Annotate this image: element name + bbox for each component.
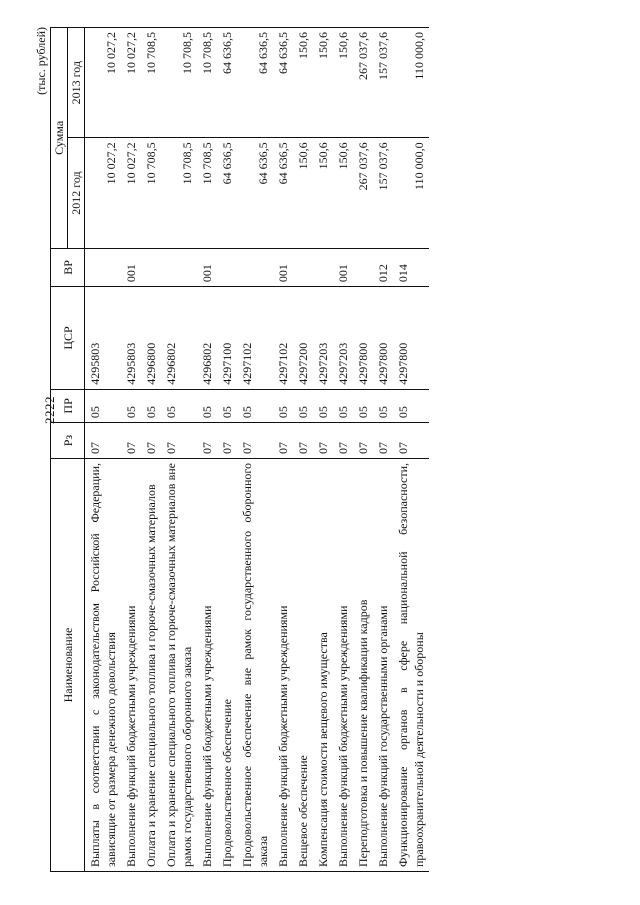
row-sum-2013: 10 027,2 bbox=[85, 28, 122, 138]
header-year-2012: 2012 год bbox=[68, 138, 85, 248]
row-name: Продовольственное обеспечение bbox=[217, 459, 237, 872]
row-vr bbox=[161, 248, 197, 286]
row-csr: 4296802 bbox=[161, 287, 197, 390]
row-rz: 07 bbox=[141, 423, 161, 459]
row-sum-2012: 10 708,5 bbox=[141, 138, 161, 248]
row-name: Выплаты в соответствии с законодательством Российской Федерации, зависящие от размера денежного довольствия bbox=[85, 459, 122, 872]
row-sum-2012: 10 708,5 bbox=[197, 138, 217, 248]
row-sum-2012: 267 037,6 bbox=[353, 138, 373, 248]
row-vr: 001 bbox=[197, 248, 217, 286]
table-row bbox=[293, 28, 313, 872]
budget-table bbox=[50, 27, 429, 872]
row-name: Выполнение функций бюджетными учреждениями bbox=[121, 459, 141, 872]
row-vr bbox=[353, 248, 373, 286]
row-name: Оплата и хранение специального топлива и горюче-смазочных материалов вне рамок государственного оборонного заказа bbox=[161, 459, 197, 872]
row-sum-2012: 64 636,5 bbox=[217, 138, 237, 248]
table-row bbox=[353, 28, 373, 872]
row-sum-2013: 150,6 bbox=[293, 28, 313, 138]
table-row bbox=[197, 28, 217, 872]
table-row bbox=[313, 28, 333, 872]
row-sum-2013: 10 708,5 bbox=[197, 28, 217, 138]
row-sum-2012: 10 027,2 bbox=[85, 138, 122, 248]
table-row bbox=[393, 28, 429, 872]
row-pr: 05 bbox=[141, 389, 161, 422]
table-row bbox=[373, 28, 393, 872]
row-sum-2012: 150,6 bbox=[333, 138, 353, 248]
row-rz: 07 bbox=[393, 423, 429, 459]
row-rz: 07 bbox=[273, 423, 293, 459]
row-name: Выполнение функций бюджетными учреждениями bbox=[197, 459, 217, 872]
row-sum-2013: 64 636,5 bbox=[273, 28, 293, 138]
row-rz: 07 bbox=[373, 423, 393, 459]
table-row bbox=[237, 28, 273, 872]
table-body bbox=[85, 28, 430, 872]
row-csr: 4297102 bbox=[237, 287, 273, 390]
row-vr bbox=[313, 248, 333, 286]
row-name: Продовольственное обеспечение вне рамок государственного оборонного заказа bbox=[237, 459, 273, 872]
page-number: 2222 bbox=[42, 396, 57, 424]
row-csr: 4296802 bbox=[197, 287, 217, 390]
header-pr: ПР bbox=[51, 389, 85, 422]
row-sum-2012: 64 636,5 bbox=[273, 138, 293, 248]
row-sum-2012: 157 037,6 bbox=[373, 138, 393, 248]
row-vr bbox=[85, 248, 122, 286]
header-year-2013: 2013 год bbox=[68, 28, 85, 138]
row-sum-2013: 10 708,5 bbox=[141, 28, 161, 138]
row-pr: 05 bbox=[333, 389, 353, 422]
row-pr: 05 bbox=[197, 389, 217, 422]
rotated-content bbox=[34, 27, 572, 872]
row-vr: 001 bbox=[121, 248, 141, 286]
table-header bbox=[51, 28, 85, 872]
row-vr bbox=[237, 248, 273, 286]
row-sum-2013: 150,6 bbox=[313, 28, 333, 138]
row-sum-2012: 64 636,5 bbox=[237, 138, 273, 248]
row-name: Выполнение функций государственными органами bbox=[373, 459, 393, 872]
header-name: Наименование bbox=[51, 459, 85, 872]
row-pr: 05 bbox=[161, 389, 197, 422]
row-sum-2012: 110 000,0 bbox=[393, 138, 429, 248]
header-vr: ВР bbox=[51, 248, 85, 286]
row-csr: 4296800 bbox=[141, 287, 161, 390]
table-row bbox=[85, 28, 122, 872]
row-vr bbox=[217, 248, 237, 286]
row-sum-2013: 64 636,5 bbox=[217, 28, 237, 138]
header-csr: ЦСР bbox=[51, 287, 85, 390]
row-vr: 001 bbox=[273, 248, 293, 286]
row-csr: 4297200 bbox=[293, 287, 313, 390]
row-rz: 07 bbox=[293, 423, 313, 459]
row-pr: 05 bbox=[85, 389, 122, 422]
row-vr: 012 bbox=[373, 248, 393, 286]
row-csr: 4295803 bbox=[121, 287, 141, 390]
row-rz: 07 bbox=[353, 423, 373, 459]
row-csr: 4297100 bbox=[217, 287, 237, 390]
row-rz: 07 bbox=[197, 423, 217, 459]
row-rz: 07 bbox=[237, 423, 273, 459]
table-row bbox=[141, 28, 161, 872]
row-pr: 05 bbox=[121, 389, 141, 422]
row-pr: 05 bbox=[353, 389, 373, 422]
row-sum-2013: 10 708,5 bbox=[161, 28, 197, 138]
row-name: Компенсация стоимости вещевого имущества bbox=[313, 459, 333, 872]
header-sum: Сумма bbox=[51, 28, 68, 249]
row-csr: 4297203 bbox=[333, 287, 353, 390]
row-vr bbox=[293, 248, 313, 286]
row-pr: 05 bbox=[393, 389, 429, 422]
row-sum-2013: 64 636,5 bbox=[237, 28, 273, 138]
units-note: (тыс. рублей) bbox=[34, 27, 48, 95]
row-pr: 05 bbox=[237, 389, 273, 422]
row-name: Оплата и хранение специального топлива и горюче-смазочных материалов bbox=[141, 459, 161, 872]
row-pr: 05 bbox=[217, 389, 237, 422]
row-name: Переподготовка и повышение квалификации кадров bbox=[353, 459, 373, 872]
row-csr: 4297102 bbox=[273, 287, 293, 390]
row-pr: 05 bbox=[313, 389, 333, 422]
row-vr: 014 bbox=[393, 248, 429, 286]
row-rz: 07 bbox=[333, 423, 353, 459]
row-csr: 4297800 bbox=[353, 287, 373, 390]
row-sum-2013: 10 027,2 bbox=[121, 28, 141, 138]
row-csr: 4297800 bbox=[393, 287, 429, 390]
row-csr: 4295803 bbox=[85, 287, 122, 390]
row-sum-2013: 267 037,6 bbox=[353, 28, 373, 138]
row-sum-2012: 10 708,5 bbox=[161, 138, 197, 248]
row-sum-2012: 10 027,2 bbox=[121, 138, 141, 248]
table-row bbox=[121, 28, 141, 872]
row-sum-2012: 150,6 bbox=[293, 138, 313, 248]
row-rz: 07 bbox=[217, 423, 237, 459]
table-row bbox=[333, 28, 353, 872]
row-csr: 4297800 bbox=[373, 287, 393, 390]
table-row bbox=[273, 28, 293, 872]
row-name: Функционирование органов в сфере национальной безопасности, правоохранительной деятельности и обороны bbox=[393, 459, 429, 872]
row-vr: 001 bbox=[333, 248, 353, 286]
row-rz: 07 bbox=[121, 423, 141, 459]
row-sum-2013: 110 000,0 bbox=[393, 28, 429, 138]
row-rz: 07 bbox=[313, 423, 333, 459]
row-name: Выполнение функций бюджетными учреждениями bbox=[273, 459, 293, 872]
row-sum-2013: 150,6 bbox=[333, 28, 353, 138]
row-pr: 05 bbox=[293, 389, 313, 422]
row-name: Вещевое обеспечение bbox=[293, 459, 313, 872]
row-csr: 4297203 bbox=[313, 287, 333, 390]
row-rz: 07 bbox=[85, 423, 122, 459]
table-row bbox=[161, 28, 197, 872]
row-name: Выполнение функций бюджетными учреждениями bbox=[333, 459, 353, 872]
row-vr bbox=[141, 248, 161, 286]
row-rz: 07 bbox=[161, 423, 197, 459]
table-row bbox=[217, 28, 237, 872]
row-pr: 05 bbox=[273, 389, 293, 422]
header-rz: Рз bbox=[51, 423, 85, 459]
row-sum-2012: 150,6 bbox=[313, 138, 333, 248]
row-sum-2013: 157 037,6 bbox=[373, 28, 393, 138]
row-pr: 05 bbox=[373, 389, 393, 422]
